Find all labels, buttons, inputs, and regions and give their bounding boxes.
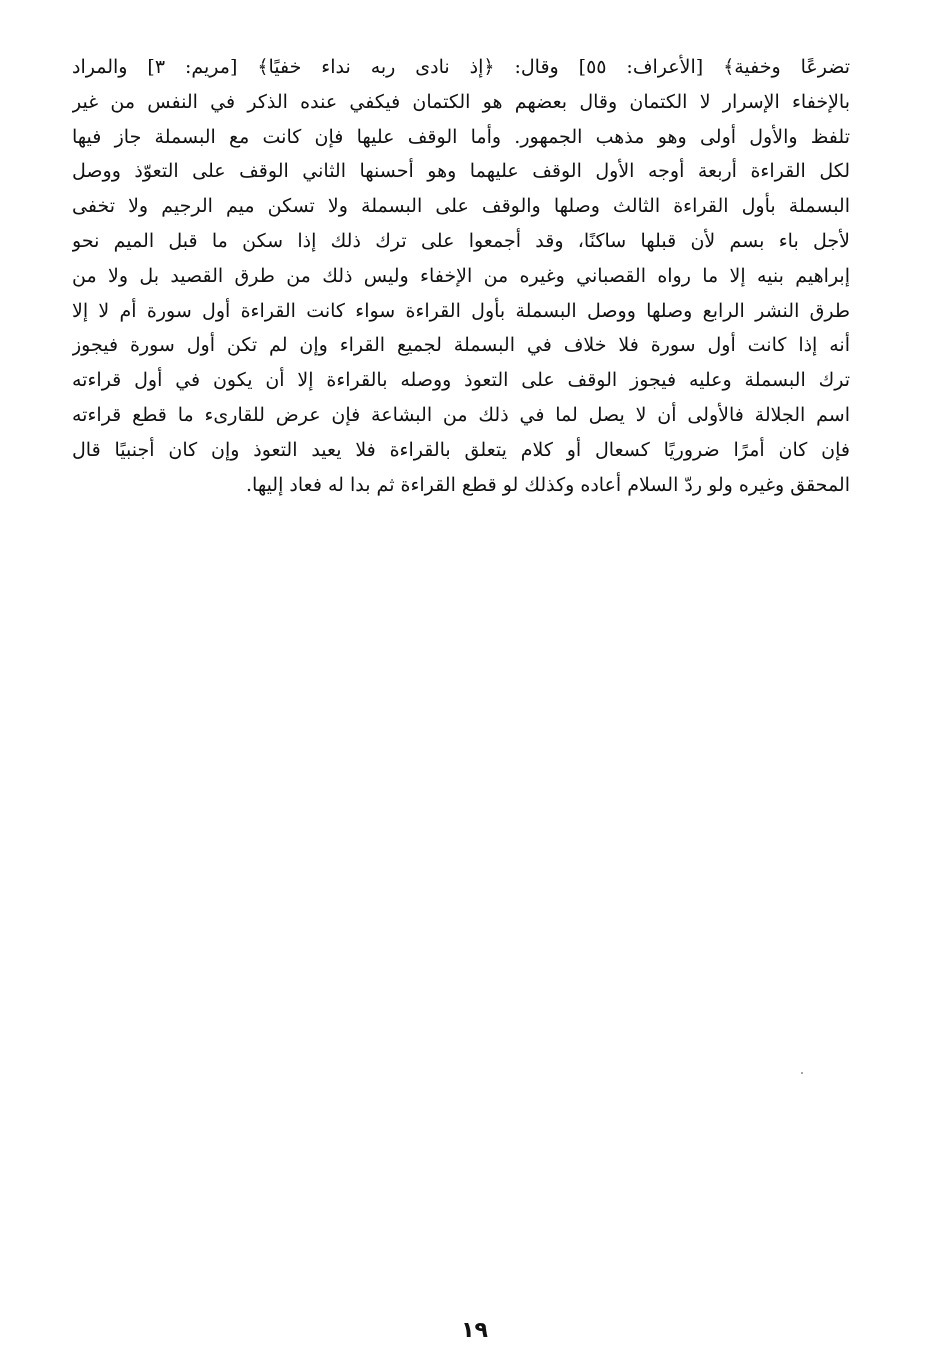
text-line: تلفظ والأول أولى وهو مذهب الجمهور. وأما الوقف عليها فإن كانت مع البسملة جاز فيها [72,125,850,148]
text-line: اسم الجلالة فالأولى أن لا يصل لما في ذلك من البشاعة فإن عرض للقارىء ما قطع قراءته [72,403,850,426]
body-text [72,50,850,502]
scan-speck [801,1072,803,1074]
text-line: لأجل باء بسم لأن قبلها ساكنًا، وقد أجمعوا على ترك ذلك إذا سكن ما قبل الميم نحو [72,229,850,252]
page-number: ١٩ [461,1318,488,1343]
text-line: إبراهيم بنيه إلا ما رواه القصباني وغيره من الإخفاء وليس ذلك من طرق القصيد بل ولا من [72,264,850,287]
text-line: البسملة بأول القراءة الثالث وصلها والوقف على البسملة ولا تسكن ميم الرجيم ولا تخفى [72,195,850,218]
text-line: المحقق وغيره ولو ردّ السلام أعاده وكذلك لو قطع القراءة ثم بدا له فعاد إليها. [245,473,850,496]
text-line: لكل القراءة أربعة أوجه الأول الوقف عليهما وهو أحسنها الثاني الوقف على التعوّذ ووصل [72,160,850,183]
text-line: طرق النشر الرابع وصلها ووصل البسملة بأول القراءة سواء كانت القراءة أول سورة أم لا إلا [72,299,850,322]
text-line: بالإخفاء الإسرار لا الكتمان وقال بعضهم هو الكتمان فيكفي عنده الذكر في النفس من غير [72,90,850,113]
text-line: تضرعًا وخفية﴾ [الأعراف: ٥٥] وقال: ﴿إذ نادى ربه نداء خفيًا﴾ [مريم: ٣] والمراد [72,56,850,78]
text-line: فإن كان أمرًا ضروريًا كسعال أو كلام يتعلق بالقراءة فلا يعيد التعوذ وإن كان أجنبيًا قال [72,438,850,461]
text-line: أنه إذا كانت أول سورة فلا خلاف في البسملة لجميع القراء وإن لم تكن أول سورة فيجوز [72,334,850,357]
text-line: ترك البسملة وعليه فيجوز الوقف على التعوذ ووصله بالقراءة إلا أن يكون في أول قراءته [72,369,850,392]
